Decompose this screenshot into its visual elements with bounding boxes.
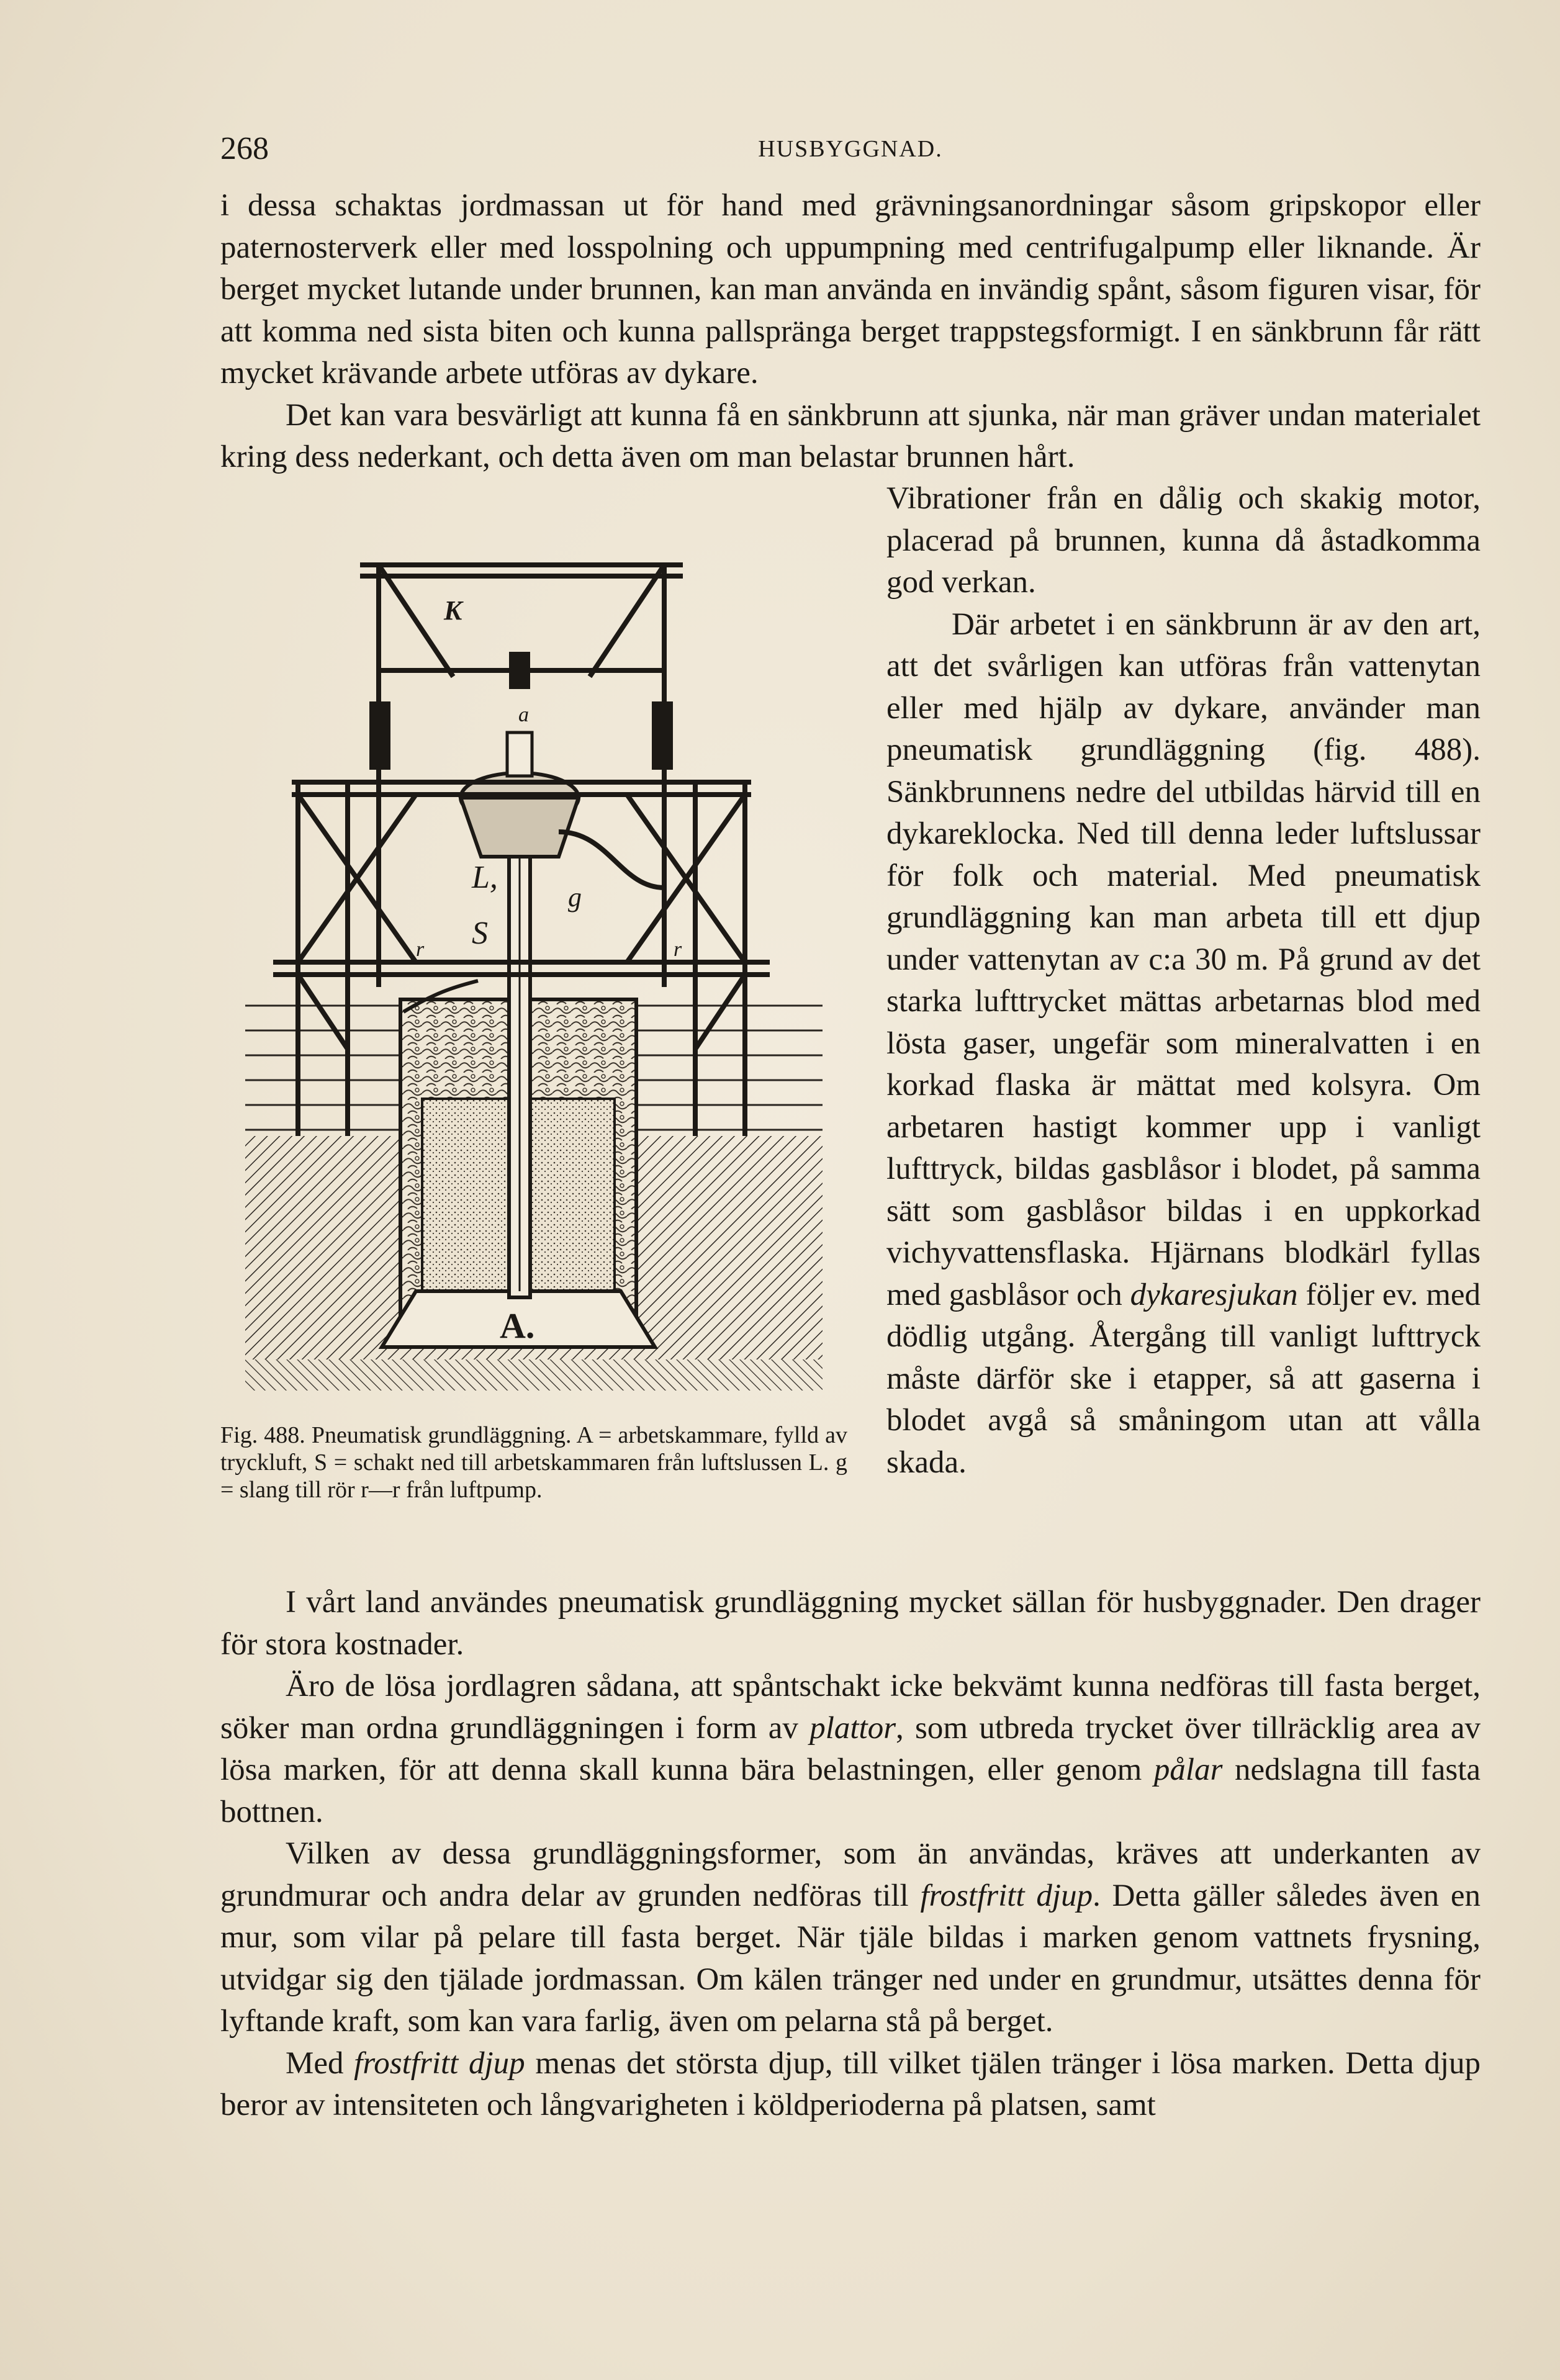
caption-text: Fig. 488. Pneumatisk grundläggning. A = arbetskammare, fylld av tryckluft, S = schakt ned till arbetskammaren från luftslussen L. g = slang till rör r—r från luftpump. [220, 1422, 847, 1503]
pneumatic-foundation-illustration [236, 540, 832, 1397]
text-run: Med [286, 2045, 344, 2081]
paragraph: i dessa schaktas jordmassan ut för hand med grävningsanordningar såsom gripskopor eller paternosterverk eller med losspolning och uppumpning med centrifugalpump eller liknande. Är berget mycket lutande under brunnen, kan man använda en invändig spånt, såsom figuren visar, för att komma ned sista biten och kunna pallspränga berget trappstegsformigt. I en sänkbrunn får rätt mycket krävande arbete utföras av dykare. [220, 188, 1481, 390]
text-run: Äro de lösa jordlagren sådana, att spåntschakt icke bekvämt kunna nedföras till fasta berget, söker man ordna grundläggningen i form av [220, 1669, 1481, 1746]
paragraph [220, 1666, 1481, 1833]
label-r-right: r [674, 938, 682, 961]
label-s: S [472, 916, 488, 951]
paragraph [220, 1833, 1481, 2043]
side-text-column [886, 478, 1481, 1484]
label-g: g [568, 882, 582, 913]
emphasis: pålar [1153, 1752, 1223, 1787]
top-text-block [220, 185, 1481, 479]
emphasis: frostfritt djup [354, 2045, 525, 2081]
text-run: nedslagna till fasta bottnen. [220, 1752, 1481, 1829]
paragraph [886, 604, 1481, 1484]
page-number: 268 [220, 131, 269, 166]
label-l: L, [472, 860, 498, 895]
air-hose [559, 832, 664, 888]
figure-488 [236, 540, 832, 1397]
text-run: menas det största djup, till vilket tjälen tränger i lösa marken. Detta djup beror av intensiteten och långvarigheten i köldperioderna på platsen, samt [220, 2045, 1481, 2122]
label-a-small: a [518, 703, 529, 726]
label-k: K [444, 595, 462, 626]
shaft [509, 801, 530, 1297]
text-run: Där arbetet i en sänkbrunn är av den art, att det svårligen kan utföras från vattenytan eller med hjälp av dykare, använder man pneumatisk grundläggning (fig. 488). Sänkbrunnens nedre del utbildas härvid till en dykareklocka. Ned till denna leder luftslussar för folk och material. Med pneumatisk grundläggning kan man arbeta till ett djup under vattenytan av c:a 30 m. På grund av det starka lufttrycket mättas arbetarnas blod med lösta gaser, ungefär som mineralvatten i en korkad flaska är mättat med kolsyra. Om arbetaren hastigt kommer upp i vanligt lufttryck, bildas gasblåsor i blodet, på samma sätt som gasblåsor bildas i en uppkorkad vichyvattensflaska. Hjärnans blodkärl fyllas med gasblåsor och [886, 606, 1481, 1312]
emphasis: plattor [809, 1710, 896, 1746]
text-run: Vilken av dessa grundläggningsformer, som än användas, kräves att underkanten av grundmurar och andra delar av grunden nedföras till [220, 1836, 1481, 1913]
emphasis: dykaresjukan [1130, 1277, 1298, 1312]
label-r-left: r [416, 938, 425, 961]
text-run: , som utbreda trycket över tillräcklig area av lösa marken, för att denna skall kunna bära belastningen, eller genom [220, 1710, 1481, 1787]
text-run: . Detta gäller således även en mur, som vilar på pelare till fasta berget. När tjäle bildas i marken genom vattnets frysning, utvidgar sig den tjälade jordmassan. Om kälen tränger ned under en grundmur, utsättes denna för lyftande kraft, som kan vara farlig, även om pelarna stå på berget. [220, 1878, 1481, 2039]
bottom-text-block [220, 1582, 1481, 2127]
figure-caption [220, 1422, 847, 1503]
paragraph [220, 2043, 1481, 2127]
label-a-chamber: A. [500, 1305, 535, 1346]
paragraph: I vårt land användes pneumatisk grundläggning mycket sällan för husbyggnader. Den drager för stora kostnader. [220, 1585, 1481, 1662]
paragraph: Det kan vara besvärligt att kunna få en sänkbrunn att sjunka, när man gräver undan materialet kring dess nederkant, och detta även om man belastar brunnen hårt. [220, 397, 1481, 474]
page-header [220, 130, 1481, 174]
text-run: följer ev. med dödlig utgång. Återgång till vanligt lufttryck måste därför ske i etapper, så att gaserna i blodet avgå så småningom utan att vålla skada. [886, 1277, 1481, 1480]
paragraph: Vibrationer från en dålig och skakig motor, placerad på brunnen, kunna då åstadkomma god verkan. [886, 481, 1481, 600]
running-head: HUSBYGGNAD. [758, 136, 943, 162]
emphasis: frostfritt djup [920, 1878, 1093, 1913]
